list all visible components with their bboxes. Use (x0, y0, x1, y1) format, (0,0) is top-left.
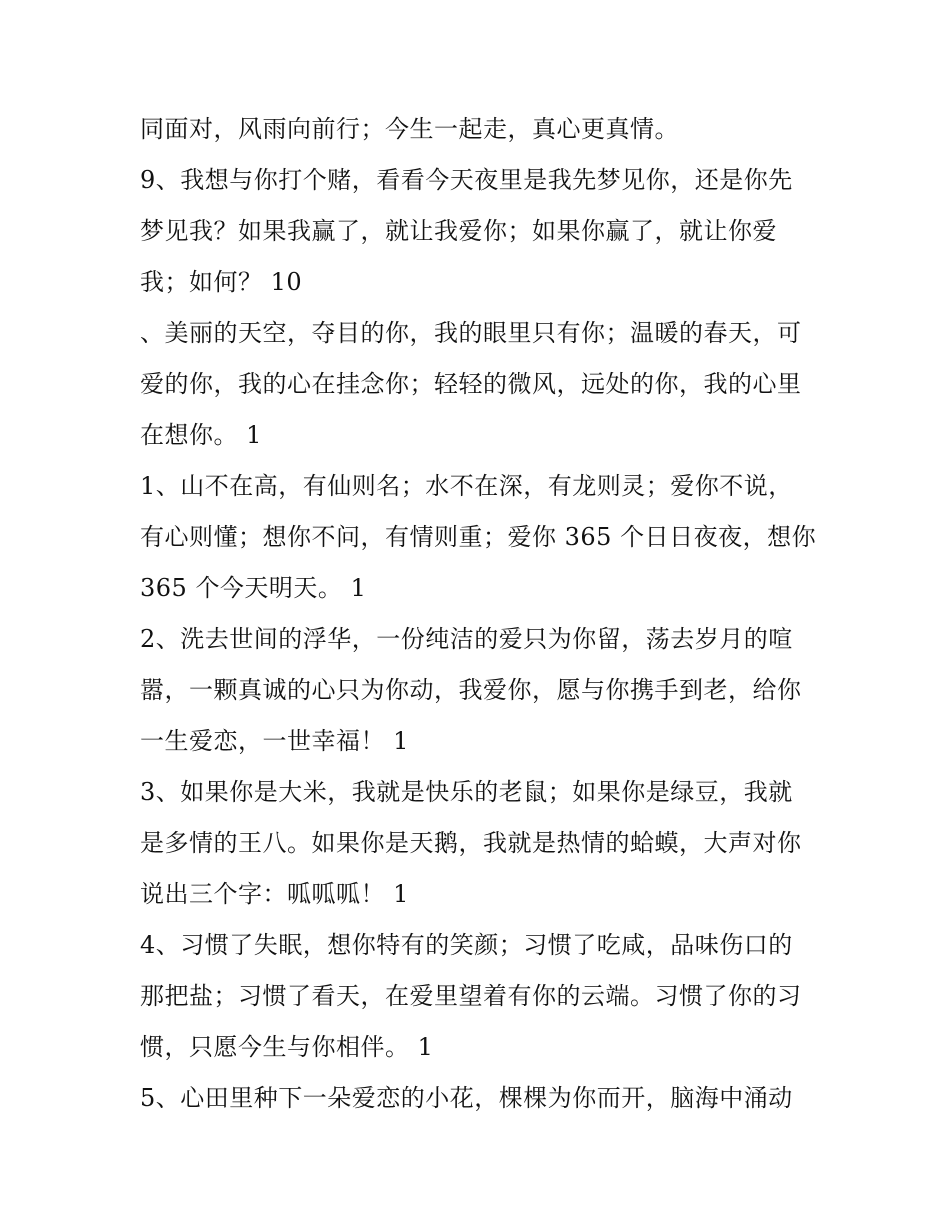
text-line: 嚣，一颗真诚的心只为你动，我爱你，愿与你携手到老，给你 (140, 676, 802, 704)
text-line: 3、如果你是大米，我就是快乐的老鼠；如果你是绿豆，我就 (140, 778, 793, 806)
text-line: 惯，只愿今生与你相伴。 1 (140, 1033, 434, 1061)
text-line: 有心则懂；想你不问，有情则重；爱你 365 个日日夜夜，想你 (140, 523, 817, 551)
text-line: 2、洗去世间的浮华，一份纯洁的爱只为你留，荡去岁月的喧 (140, 625, 793, 653)
text-line: 5、心田里种下一朵爱恋的小花，棵棵为你而开，脑海中涌动 (140, 1084, 793, 1112)
text-line: 说出三个字：呱呱呱！ 1 (140, 880, 409, 908)
text-line: 爱的你，我的心在挂念你；轻轻的微风，远处的你，我的心里 (140, 370, 802, 398)
text-line: 9、我想与你打个赌，看看今天夜里是我先梦见你，还是你先 (140, 166, 793, 194)
text-line: 同面对，风雨向前行；今生一起走，真心更真情。 (140, 115, 679, 143)
text-line: 我；如何？ 10 (140, 268, 303, 296)
text-line: 是多情的王八。如果你是天鹅，我就是热情的蛤蟆，大声对你 (140, 829, 802, 857)
text-line: 、美丽的天空，夺目的你，我的眼里只有你；温暖的春天，可 (140, 319, 802, 347)
text-line: 一生爱恋，一世幸福！ 1 (140, 727, 409, 755)
text-line: 365 个今天明天。 1 (140, 574, 367, 602)
text-line: 1、山不在高，有仙则名；水不在深，有龙则灵；爱你不说， (140, 472, 793, 500)
text-line: 在想你。 1 (140, 421, 262, 449)
body-text (140, 104, 820, 1124)
text-line: 4、习惯了失眠，想你特有的笑颜；习惯了吃咸，品味伤口的 (140, 931, 793, 959)
text-line: 那把盐；习惯了看天，在爱里望着有你的云端。习惯了你的习 (140, 982, 802, 1010)
text-line: 梦见我？如果我赢了，就让我爱你；如果你赢了，就让你爱 (140, 217, 777, 245)
